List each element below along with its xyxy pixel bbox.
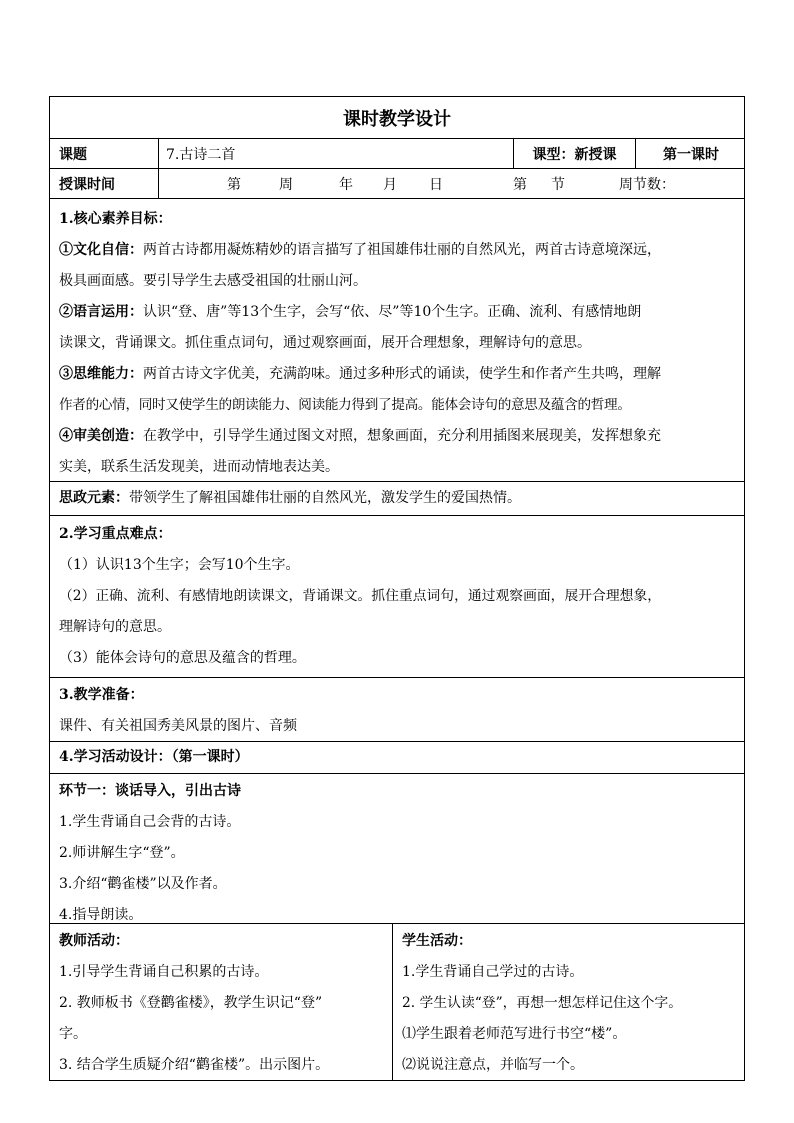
activities-heading: 4.学习活动设计：（第一课时） (59, 749, 249, 765)
goal-aesthetic (59, 421, 735, 452)
time-day: 日 (429, 176, 443, 193)
student-item-2b: ⑵说说注意点，并临写一个。 (402, 1057, 584, 1073)
goals-heading: 1.核心素养目标： (59, 211, 172, 227)
teacher-item-2-cont: 字。 (59, 1026, 87, 1042)
preparation-heading: 3.教学准备： (59, 687, 144, 703)
time-row (50, 169, 744, 199)
goal-language-text: 认识“登、唐”等13个生字，会写“依、尽”等10个生字。正确、流利、有感情地朗 (143, 304, 642, 320)
lesson-row (50, 139, 744, 169)
section-one-item-4: 4.指导朗读。 (59, 907, 143, 923)
time-fields (159, 169, 746, 198)
activities-heading-row (50, 742, 744, 774)
goal-aesthetic-text: 在教学中，引导学生通过图文对照，想象画面，充分利用插图来展现美，发挥想象充 (143, 428, 661, 444)
key-point-2-cont: 理解诗句的意思。 (59, 619, 171, 635)
time-section-num: 第 (513, 176, 527, 193)
key-point-2: （2）正确、流利、有感情地朗读课文，背诵课文。抓住重点词句，通过观察画面，展开合理想象， (59, 588, 662, 604)
teacher-item-2: 2. 教师板书《登鹳雀楼》，教学生识记“登” (59, 995, 323, 1011)
goal-culture-cont: 极具画面感。要引导学生去感受祖国的壮丽山河。 (59, 273, 367, 289)
preparation-section (50, 678, 744, 742)
student-column (393, 924, 744, 1080)
teacher-heading: 教师活动： (59, 933, 129, 949)
activities-columns (50, 924, 744, 1080)
goal-language-cont: 读课文，背诵课文。抓住重点词句，通过观察画面，展开合理想象，理解诗句的意思。 (59, 335, 591, 351)
goals-section (50, 199, 744, 482)
ideology-label: 思政元素： (59, 490, 129, 506)
student-item-2a: ⑴学生跟着老师范写进行书空“楼”。 (402, 1026, 627, 1042)
time-weekly-count: 周节数： (619, 176, 675, 193)
teacher-item-3: 3. 结合学生质疑介绍“鹳雀楼”。出示图片。 (59, 1057, 330, 1073)
section-one-title: 环节一：谈话导入，引出古诗 (59, 783, 241, 799)
ideology-section (50, 482, 744, 516)
lesson-plan-table (49, 96, 745, 1081)
teacher-column (50, 924, 393, 1080)
time-week: 周 (279, 176, 293, 193)
time-year: 年 (339, 176, 353, 193)
goal-language (59, 297, 735, 328)
goal-thinking-cont: 作者的心情，同时又使学生的朗读能力、阅读能力得到了提高。能体会诗句的意思及蕴含的哲理。 (59, 397, 631, 413)
goal-culture (59, 235, 735, 266)
preparation-text: 课件、有关祖国秀美风景的图片、音频 (59, 718, 297, 734)
student-heading: 学生活动： (402, 933, 472, 949)
key-points-section (50, 516, 744, 678)
lesson-period: 第一课时 (663, 146, 719, 163)
title-row (50, 97, 744, 139)
section-one (50, 774, 744, 924)
lesson-value: 7.古诗二首 (159, 139, 514, 168)
goal-thinking-label: ③思维能力： (59, 366, 143, 382)
goal-culture-text: 两首古诗都用凝炼精妙的语言描写了祖国雄伟壮丽的自然风光，两首古诗意境深远， (143, 242, 661, 258)
time-month: 月 (383, 176, 397, 193)
time-week-num: 第 (227, 176, 241, 193)
time-label: 授课时间 (50, 169, 159, 198)
student-item-2: 2. 学生认读“登”，再想一想怎样记住这个字。 (402, 995, 682, 1011)
goal-thinking-text: 两首古诗文字优美，充满韵味。通过多种形式的诵读，使学生和作者产生共鸣，理解 (143, 366, 661, 382)
section-one-item-2: 2.师讲解生字“登”。 (59, 845, 185, 861)
goal-thinking (59, 359, 735, 390)
time-section: 节 (551, 176, 565, 193)
goal-aesthetic-cont: 实美，联系生活发现美，进而动情地表达美。 (59, 459, 339, 475)
ideology-line (59, 483, 521, 514)
goal-culture-label: ①文化自信： (59, 242, 143, 258)
goal-language-label: ②语言运用： (59, 304, 143, 320)
key-point-3: （3）能体会诗句的意思及蕴含的哲理。 (59, 650, 306, 666)
ideology-text: 带领学生了解祖国雄伟壮丽的自然风光，激发学生的爱国热情。 (129, 490, 521, 506)
student-item-1: 1.学生背诵自己学过的古诗。 (402, 964, 584, 980)
teacher-item-1: 1.引导学生背诵自己积累的古诗。 (59, 964, 269, 980)
key-point-1: （1）认识13个生字；会写10个生字。 (59, 557, 300, 573)
key-points-heading: 2.学习重点难点： (59, 526, 172, 542)
section-one-item-1: 1.学生背诵自己会背的古诗。 (59, 814, 241, 830)
page-title: 课时教学设计 (343, 108, 451, 130)
lesson-type: 课型：新授课 (514, 139, 636, 168)
lesson-label: 课题 (50, 139, 159, 168)
goal-aesthetic-label: ④审美创造： (59, 428, 143, 444)
section-one-item-3: 3.介绍“鹳雀楼”以及作者。 (59, 876, 227, 892)
